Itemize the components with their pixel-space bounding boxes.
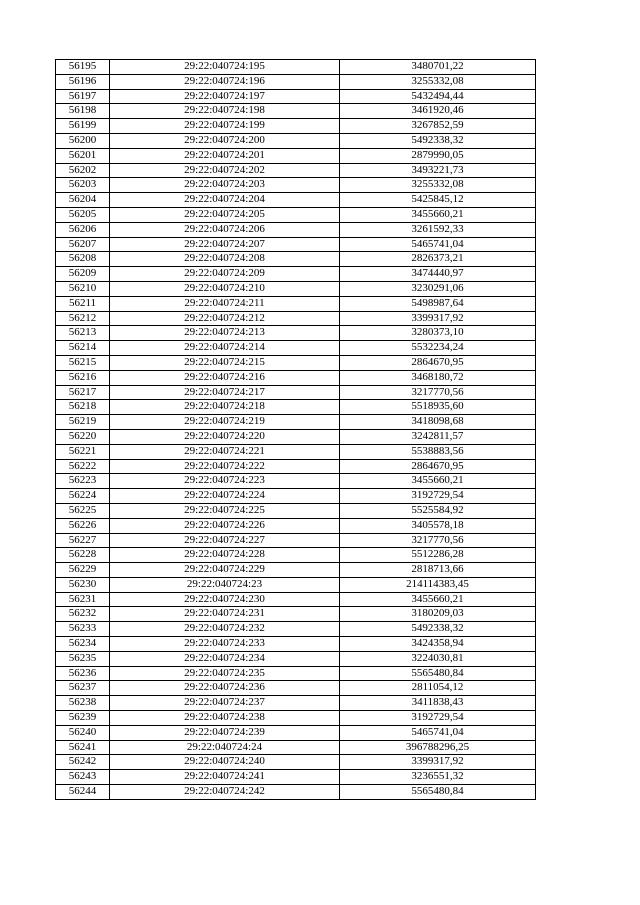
table-row bbox=[56, 207, 536, 222]
table-row bbox=[56, 163, 536, 178]
cadastral-number-cell: 29:22:040724:231 bbox=[110, 607, 340, 622]
cadastral-number-cell: 29:22:040724:229 bbox=[110, 563, 340, 578]
table-row bbox=[56, 725, 536, 740]
table-row bbox=[56, 400, 536, 415]
row-number-cell: 56204 bbox=[56, 193, 110, 208]
table-row bbox=[56, 252, 536, 267]
value-cell: 5512286,28 bbox=[340, 548, 536, 563]
table-row bbox=[56, 281, 536, 296]
row-number-cell: 56205 bbox=[56, 207, 110, 222]
value-cell: 2879990,05 bbox=[340, 148, 536, 163]
cadastral-number-cell: 29:22:040724:230 bbox=[110, 592, 340, 607]
table-row bbox=[56, 770, 536, 785]
row-number-cell: 56228 bbox=[56, 548, 110, 563]
table-row bbox=[56, 518, 536, 533]
row-number-cell: 56216 bbox=[56, 370, 110, 385]
table-row bbox=[56, 193, 536, 208]
table-row bbox=[56, 666, 536, 681]
table-row bbox=[56, 355, 536, 370]
cadastral-number-cell: 29:22:040724:208 bbox=[110, 252, 340, 267]
value-cell: 3399317,92 bbox=[340, 755, 536, 770]
row-number-cell: 56207 bbox=[56, 237, 110, 252]
cadastral-number-cell: 29:22:040724:239 bbox=[110, 725, 340, 740]
cadastral-number-cell: 29:22:040724:206 bbox=[110, 222, 340, 237]
cadastral-number-cell: 29:22:040724:216 bbox=[110, 370, 340, 385]
cadastral-number-cell: 29:22:040724:235 bbox=[110, 666, 340, 681]
row-number-cell: 56221 bbox=[56, 444, 110, 459]
cadastral-number-cell: 29:22:040724:201 bbox=[110, 148, 340, 163]
cadastral-number-cell: 29:22:040724:222 bbox=[110, 459, 340, 474]
table-row bbox=[56, 429, 536, 444]
data-table bbox=[55, 59, 536, 800]
value-cell: 3217770,56 bbox=[340, 533, 536, 548]
row-number-cell: 56239 bbox=[56, 711, 110, 726]
row-number-cell: 56203 bbox=[56, 178, 110, 193]
cadastral-number-cell: 29:22:040724:211 bbox=[110, 296, 340, 311]
value-cell: 3280373,10 bbox=[340, 326, 536, 341]
row-number-cell: 56209 bbox=[56, 267, 110, 282]
cadastral-number-cell: 29:22:040724:199 bbox=[110, 119, 340, 134]
cadastral-number-cell: 29:22:040724:202 bbox=[110, 163, 340, 178]
cadastral-number-cell: 29:22:040724:224 bbox=[110, 489, 340, 504]
value-cell: 2818713,66 bbox=[340, 563, 536, 578]
row-number-cell: 56233 bbox=[56, 622, 110, 637]
cadastral-number-cell: 29:22:040724:197 bbox=[110, 89, 340, 104]
row-number-cell: 56227 bbox=[56, 533, 110, 548]
value-cell: 2811054,12 bbox=[340, 681, 536, 696]
cadastral-number-cell: 29:22:040724:210 bbox=[110, 281, 340, 296]
table-row bbox=[56, 178, 536, 193]
table-row bbox=[56, 681, 536, 696]
cadastral-number-cell: 29:22:040724:215 bbox=[110, 355, 340, 370]
value-cell: 5518935,60 bbox=[340, 400, 536, 415]
value-cell: 3180209,03 bbox=[340, 607, 536, 622]
row-number-cell: 56196 bbox=[56, 74, 110, 89]
row-number-cell: 56208 bbox=[56, 252, 110, 267]
row-number-cell: 56229 bbox=[56, 563, 110, 578]
table-row bbox=[56, 267, 536, 282]
value-cell: 3224030,81 bbox=[340, 651, 536, 666]
cadastral-number-cell: 29:22:040724:205 bbox=[110, 207, 340, 222]
cadastral-number-cell: 29:22:040724:227 bbox=[110, 533, 340, 548]
table-row bbox=[56, 503, 536, 518]
table-row bbox=[56, 651, 536, 666]
cadastral-number-cell: 29:22:040724:195 bbox=[110, 60, 340, 75]
value-cell: 3230291,06 bbox=[340, 281, 536, 296]
row-number-cell: 56214 bbox=[56, 341, 110, 356]
cadastral-number-cell: 29:22:040724:241 bbox=[110, 770, 340, 785]
row-number-cell: 56212 bbox=[56, 311, 110, 326]
table-row bbox=[56, 326, 536, 341]
value-cell: 3267852,59 bbox=[340, 119, 536, 134]
cadastral-number-cell: 29:22:040724:209 bbox=[110, 267, 340, 282]
row-number-cell: 56201 bbox=[56, 148, 110, 163]
table-row bbox=[56, 474, 536, 489]
table-row bbox=[56, 711, 536, 726]
table-row bbox=[56, 370, 536, 385]
value-cell: 5532234,24 bbox=[340, 341, 536, 356]
row-number-cell: 56235 bbox=[56, 651, 110, 666]
cadastral-number-cell: 29:22:040724:218 bbox=[110, 400, 340, 415]
value-cell: 3217770,56 bbox=[340, 385, 536, 400]
cadastral-number-cell: 29:22:040724:242 bbox=[110, 785, 340, 800]
table-row bbox=[56, 785, 536, 800]
row-number-cell: 56217 bbox=[56, 385, 110, 400]
value-cell: 5565480,84 bbox=[340, 785, 536, 800]
value-cell: 3455660,21 bbox=[340, 474, 536, 489]
row-number-cell: 56200 bbox=[56, 133, 110, 148]
row-number-cell: 56218 bbox=[56, 400, 110, 415]
value-cell: 3192729,54 bbox=[340, 711, 536, 726]
cadastral-number-cell: 29:22:040724:225 bbox=[110, 503, 340, 518]
cadastral-number-cell: 29:22:040724:237 bbox=[110, 696, 340, 711]
value-cell: 5465741,04 bbox=[340, 237, 536, 252]
cadastral-number-cell: 29:22:040724:204 bbox=[110, 193, 340, 208]
cadastral-number-cell: 29:22:040724:228 bbox=[110, 548, 340, 563]
table-row bbox=[56, 89, 536, 104]
value-cell: 5498987,64 bbox=[340, 296, 536, 311]
cadastral-number-cell: 29:22:040724:200 bbox=[110, 133, 340, 148]
cadastral-number-cell: 29:22:040724:196 bbox=[110, 74, 340, 89]
value-cell: 3455660,21 bbox=[340, 207, 536, 222]
table-row bbox=[56, 577, 536, 592]
table-row bbox=[56, 622, 536, 637]
table-row bbox=[56, 119, 536, 134]
table-row bbox=[56, 459, 536, 474]
row-number-cell: 56224 bbox=[56, 489, 110, 504]
row-number-cell: 56210 bbox=[56, 281, 110, 296]
cadastral-number-cell: 29:22:040724:212 bbox=[110, 311, 340, 326]
table-body bbox=[56, 60, 536, 800]
table-row bbox=[56, 385, 536, 400]
table-row bbox=[56, 755, 536, 770]
table-row bbox=[56, 148, 536, 163]
cadastral-number-cell: 29:22:040724:232 bbox=[110, 622, 340, 637]
value-cell: 396788296,25 bbox=[340, 740, 536, 755]
table-row bbox=[56, 696, 536, 711]
value-cell: 3424358,94 bbox=[340, 637, 536, 652]
row-number-cell: 56232 bbox=[56, 607, 110, 622]
cadastral-number-cell: 29:22:040724:238 bbox=[110, 711, 340, 726]
row-number-cell: 56222 bbox=[56, 459, 110, 474]
value-cell: 2826373,21 bbox=[340, 252, 536, 267]
cadastral-number-cell: 29:22:040724:198 bbox=[110, 104, 340, 119]
row-number-cell: 56241 bbox=[56, 740, 110, 755]
value-cell: 3255332,08 bbox=[340, 178, 536, 193]
cadastral-number-cell: 29:22:040724:23 bbox=[110, 577, 340, 592]
row-number-cell: 56211 bbox=[56, 296, 110, 311]
cadastral-number-cell: 29:22:040724:223 bbox=[110, 474, 340, 489]
value-cell: 3461920,46 bbox=[340, 104, 536, 119]
cadastral-number-cell: 29:22:040724:207 bbox=[110, 237, 340, 252]
value-cell: 5538883,56 bbox=[340, 444, 536, 459]
row-number-cell: 56236 bbox=[56, 666, 110, 681]
value-cell: 5465741,04 bbox=[340, 725, 536, 740]
row-number-cell: 56225 bbox=[56, 503, 110, 518]
value-cell: 3242811,57 bbox=[340, 429, 536, 444]
table-row bbox=[56, 133, 536, 148]
row-number-cell: 56206 bbox=[56, 222, 110, 237]
row-number-cell: 56226 bbox=[56, 518, 110, 533]
row-number-cell: 56199 bbox=[56, 119, 110, 134]
row-number-cell: 56202 bbox=[56, 163, 110, 178]
row-number-cell: 56195 bbox=[56, 60, 110, 75]
row-number-cell: 56242 bbox=[56, 755, 110, 770]
row-number-cell: 56197 bbox=[56, 89, 110, 104]
table-row bbox=[56, 341, 536, 356]
value-cell: 214114383,45 bbox=[340, 577, 536, 592]
value-cell: 5492338,32 bbox=[340, 133, 536, 148]
table-row bbox=[56, 548, 536, 563]
cadastral-number-cell: 29:22:040724:221 bbox=[110, 444, 340, 459]
value-cell: 2864670,95 bbox=[340, 459, 536, 474]
row-number-cell: 56220 bbox=[56, 429, 110, 444]
value-cell: 3236551,32 bbox=[340, 770, 536, 785]
value-cell: 5425845,12 bbox=[340, 193, 536, 208]
row-number-cell: 56238 bbox=[56, 696, 110, 711]
value-cell: 3493221,73 bbox=[340, 163, 536, 178]
table-row bbox=[56, 311, 536, 326]
row-number-cell: 56213 bbox=[56, 326, 110, 341]
table-row bbox=[56, 740, 536, 755]
table-row bbox=[56, 74, 536, 89]
row-number-cell: 56234 bbox=[56, 637, 110, 652]
cadastral-number-cell: 29:22:040724:226 bbox=[110, 518, 340, 533]
table-row bbox=[56, 592, 536, 607]
table-row bbox=[56, 222, 536, 237]
table-row bbox=[56, 444, 536, 459]
value-cell: 5492338,32 bbox=[340, 622, 536, 637]
cadastral-number-cell: 29:22:040724:220 bbox=[110, 429, 340, 444]
value-cell: 3418098,68 bbox=[340, 415, 536, 430]
table-row bbox=[56, 489, 536, 504]
cadastral-number-cell: 29:22:040724:234 bbox=[110, 651, 340, 666]
value-cell: 3480701,22 bbox=[340, 60, 536, 75]
cadastral-number-cell: 29:22:040724:240 bbox=[110, 755, 340, 770]
row-number-cell: 56198 bbox=[56, 104, 110, 119]
table-row bbox=[56, 563, 536, 578]
table-row bbox=[56, 60, 536, 75]
row-number-cell: 56219 bbox=[56, 415, 110, 430]
value-cell: 3474440,97 bbox=[340, 267, 536, 282]
row-number-cell: 56243 bbox=[56, 770, 110, 785]
value-cell: 3405578,18 bbox=[340, 518, 536, 533]
row-number-cell: 56215 bbox=[56, 355, 110, 370]
value-cell: 3455660,21 bbox=[340, 592, 536, 607]
value-cell: 3468180,72 bbox=[340, 370, 536, 385]
cadastral-number-cell: 29:22:040724:217 bbox=[110, 385, 340, 400]
value-cell: 3411838,43 bbox=[340, 696, 536, 711]
value-cell: 3399317,92 bbox=[340, 311, 536, 326]
cadastral-number-cell: 29:22:040724:213 bbox=[110, 326, 340, 341]
value-cell: 5565480,84 bbox=[340, 666, 536, 681]
row-number-cell: 56231 bbox=[56, 592, 110, 607]
table-row bbox=[56, 533, 536, 548]
row-number-cell: 56240 bbox=[56, 725, 110, 740]
table-row bbox=[56, 296, 536, 311]
value-cell: 2864670,95 bbox=[340, 355, 536, 370]
cadastral-number-cell: 29:22:040724:203 bbox=[110, 178, 340, 193]
value-cell: 5432494,44 bbox=[340, 89, 536, 104]
table-row bbox=[56, 637, 536, 652]
table-row bbox=[56, 607, 536, 622]
value-cell: 3192729,54 bbox=[340, 489, 536, 504]
value-cell: 5525584,92 bbox=[340, 503, 536, 518]
cadastral-number-cell: 29:22:040724:214 bbox=[110, 341, 340, 356]
table-row bbox=[56, 104, 536, 119]
value-cell: 3261592,33 bbox=[340, 222, 536, 237]
value-cell: 3255332,08 bbox=[340, 74, 536, 89]
row-number-cell: 56237 bbox=[56, 681, 110, 696]
table-row bbox=[56, 415, 536, 430]
cadastral-number-cell: 29:22:040724:219 bbox=[110, 415, 340, 430]
row-number-cell: 56230 bbox=[56, 577, 110, 592]
cadastral-number-cell: 29:22:040724:236 bbox=[110, 681, 340, 696]
table-row bbox=[56, 237, 536, 252]
row-number-cell: 56244 bbox=[56, 785, 110, 800]
row-number-cell: 56223 bbox=[56, 474, 110, 489]
cadastral-number-cell: 29:22:040724:233 bbox=[110, 637, 340, 652]
cadastral-number-cell: 29:22:040724:24 bbox=[110, 740, 340, 755]
